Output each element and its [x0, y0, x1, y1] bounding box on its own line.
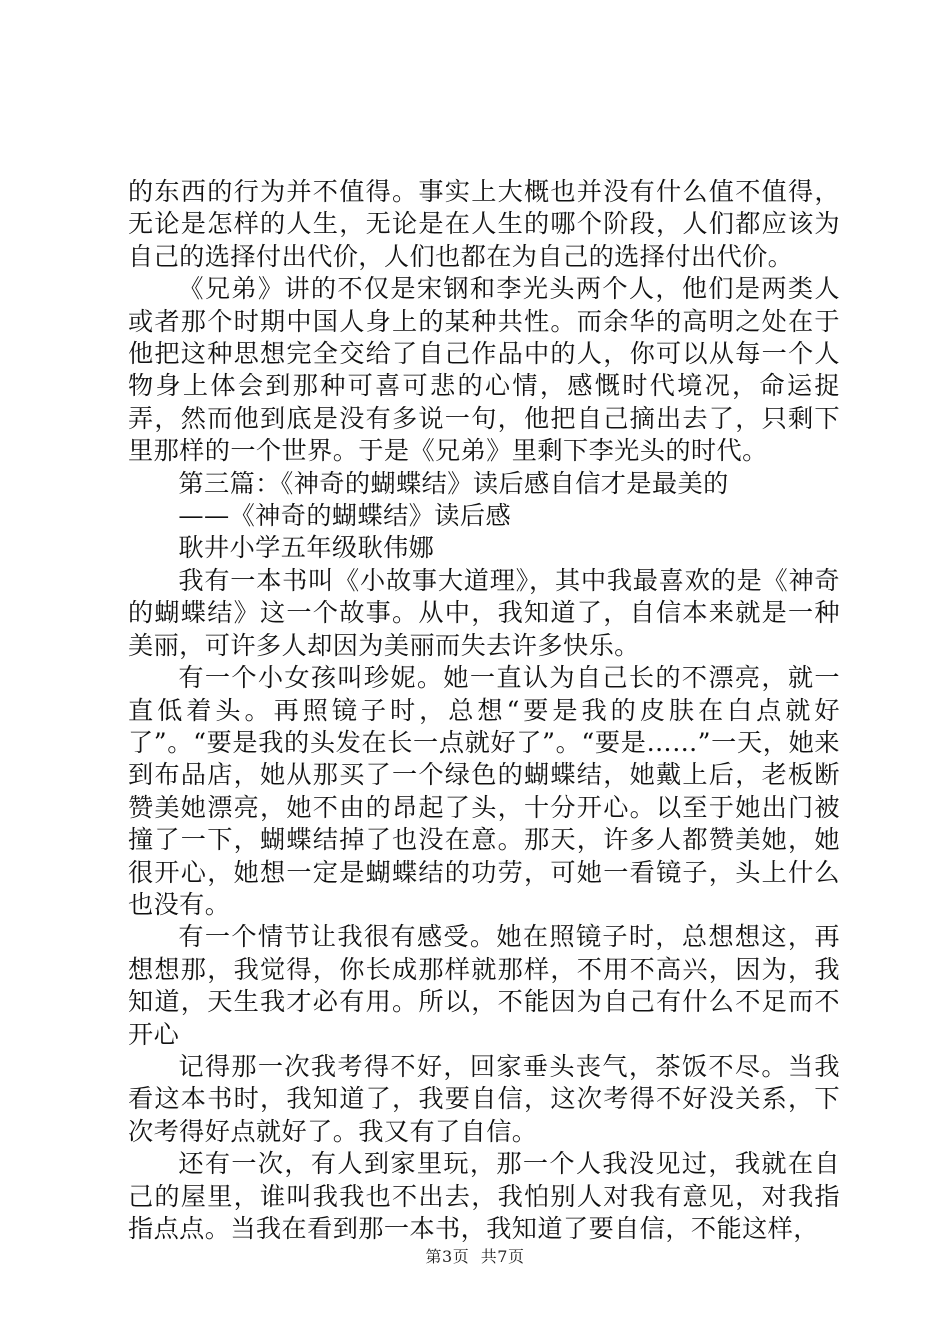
paragraph-visitor: 还有一次，有人到家里玩，那一个人我没见过，我就在自己的屋里，谁叫我我也不出去，我怕别人对我有意见，对我指指点点。当我在看到那一本书，我知道了要自信，不能这样，: [128, 1149, 840, 1243]
author-line: 耿井小学五年级耿伟娜: [178, 533, 435, 563]
section-title: 第三篇：《神奇的蝴蝶结》读后感自信才是最美的: [178, 468, 729, 498]
page-footer: [0, 1244, 950, 1267]
paragraph-continuation: 的东西的行为并不值得。事实上大概也并没有什么值不值得，无论是怎样的人生，无论是在人生的哪个阶段，人们都应该为自己的选择付出代价，人们也都在为自己的选择付出代价。: [128, 177, 840, 271]
page-total: 共7页: [480, 1247, 525, 1266]
paragraph-story: 有一个小女孩叫珍妮。她一直认为自己长的不漂亮，就一直低着头。再照镜子时，总想“要是我的皮肤在白点就好了”。“要是我的头发在长一点就好了”。“要是……”一天，她来到布品店，她从那买了一个绿色的蝴蝶结，她戴上后，老板断赞美她漂亮，她不由的昂起了头，十分开心。以至于她出门被撞了一下，蝴蝶结掉了也没在意。那天，许多人都赞美她，她很开心，她想一定是蝴蝶结的功劳，可她一看镜子，头上什么也没有。: [128, 663, 840, 919]
document-body: [128, 176, 840, 1245]
paragraph-intro: 我有一本书叫《小故事大道理》，其中我最喜欢的是《神奇的蝴蝶结》这一个故事。从中，我知道了，自信本来就是一种美丽，可许多人却因为美丽而失去许多快乐。: [128, 565, 840, 660]
paragraph-exam: 记得那一次我考得不好，回家垂头丧气，茶饭不尽。当我看这本书时，我知道了，我要自信，这次考得不好没关系，下次考得好点就好了。我又有了自信。: [128, 1051, 840, 1146]
paragraph-feeling: 有一个情节让我很有感受。她在照镜子时，总想想这，再想想那，我觉得，你长成那样就那样，不用不高兴，因为，我知道，天生我才必有用。所以，不能因为自己有什么不足而不开心: [128, 922, 840, 1049]
section-subtitle: ——《神奇的蝴蝶结》读后感: [178, 501, 512, 531]
page-number: 第3页: [425, 1247, 470, 1266]
paragraph-brothers-review: 《兄弟》讲的不仅是宋钢和李光头两个人，他们是两类人或者那个时期中国人身上的某种共性。而余华的高明之处在于他把这种思想完全交给了自己作品中的人，你可以从每一个人物身上体会到那种可喜可悲的心情，感慨时代境况，命运捉弄，然而他到底是没有多说一句，他把自己摘出去了，只剩下里那样的一个世界。于是《兄弟》里剩下李光头的时代。: [128, 274, 840, 466]
